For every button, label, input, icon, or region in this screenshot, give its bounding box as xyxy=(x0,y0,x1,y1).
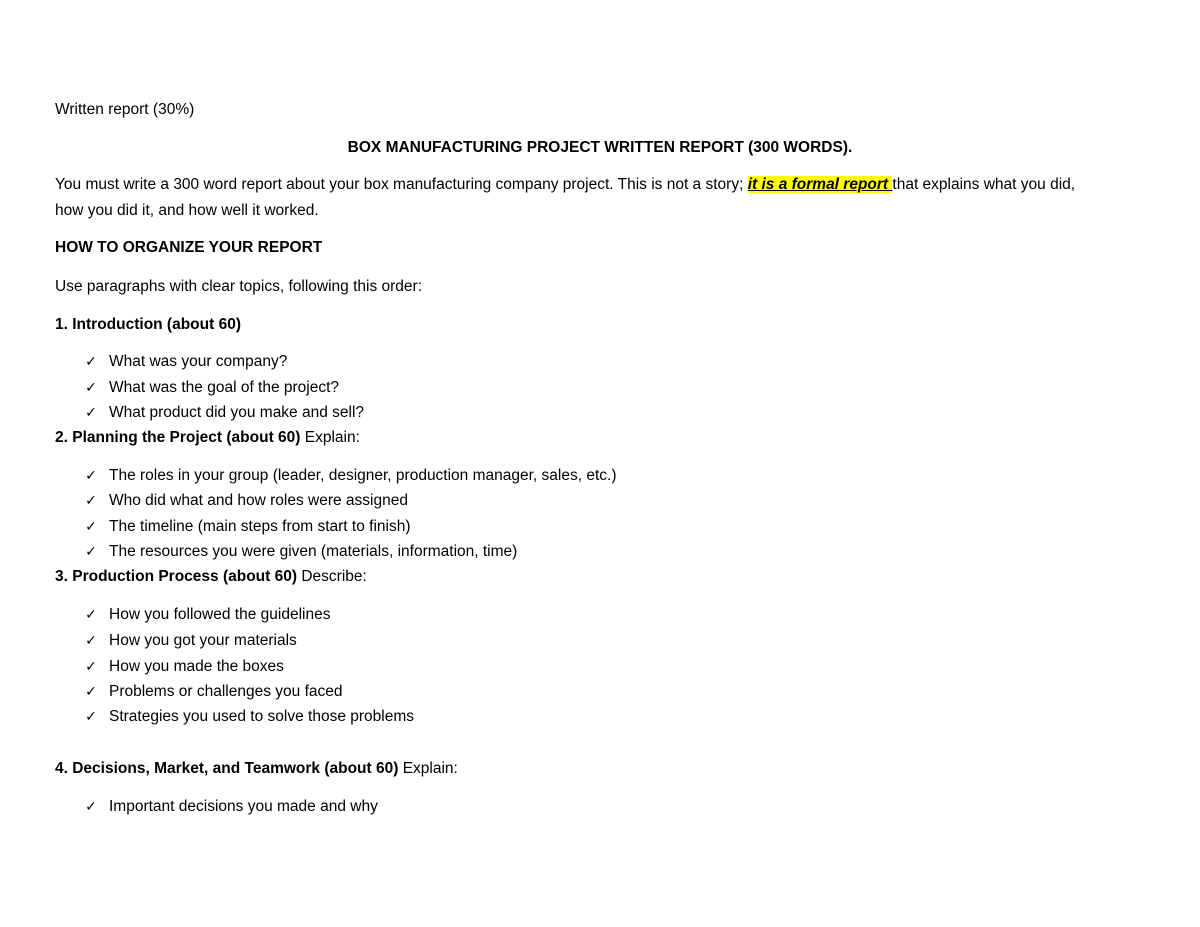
section-suffix: Explain: xyxy=(300,429,360,446)
list-item xyxy=(55,657,1055,677)
list-item-text: The timeline (main steps from start to finish) xyxy=(109,518,411,535)
intro-text-after: that explains what you did, xyxy=(892,176,1076,193)
organize-heading: HOW TO ORGANIZE YOUR REPORT xyxy=(55,239,323,256)
intro-paragraph-line-2: how you did it, and how well it worked. xyxy=(55,202,319,219)
list-item-text: What was the goal of the project? xyxy=(109,379,340,396)
section-title: 3. Production Process (about 60) xyxy=(55,568,298,585)
intro-text-before: You must write a 300 word report about your box manufacturing company project. This is not a story; xyxy=(55,176,748,193)
list-item-text: Strategies you used to solve those problems xyxy=(109,708,415,725)
checkmark-icon: ✓ xyxy=(85,544,97,560)
checkmark-icon: ✓ xyxy=(85,709,97,725)
list-item-text: The roles in your group (leader, designer, production manager, sales, etc.) xyxy=(109,467,617,484)
section-suffix: Explain: xyxy=(398,760,458,777)
list-item xyxy=(55,352,1055,372)
checkmark-icon: ✓ xyxy=(85,684,97,700)
section-heading xyxy=(55,428,360,448)
checkmark-icon: ✓ xyxy=(85,799,97,815)
checkmark-icon: ✓ xyxy=(85,633,97,649)
checkmark-icon: ✓ xyxy=(85,354,97,370)
checkmark-icon: ✓ xyxy=(85,405,97,421)
section-heading xyxy=(55,567,367,587)
checkmark-icon: ✓ xyxy=(85,519,97,535)
list-item-text: Problems or challenges you faced xyxy=(109,683,343,700)
checkmark-icon: ✓ xyxy=(85,659,97,675)
list-item xyxy=(55,682,1055,702)
list-item-text: The resources you were given (materials, information, time) xyxy=(109,543,518,560)
list-item-text: How you made the boxes xyxy=(109,658,284,675)
section-title: 4. Decisions, Market, and Teamwork (about 60) xyxy=(55,760,399,777)
list-item xyxy=(55,517,1055,537)
section-heading xyxy=(55,759,458,779)
document-page xyxy=(55,0,1155,927)
list-item-text: How you got your materials xyxy=(109,632,297,649)
report-weight-label: Written report (30%) xyxy=(55,101,195,118)
list-item xyxy=(55,542,1055,562)
formal-report-highlight: it is a formal report xyxy=(747,176,893,193)
list-item xyxy=(55,378,1055,398)
checkmark-icon: ✓ xyxy=(85,493,97,509)
list-item-text: Who did what and how roles were assigned xyxy=(109,492,408,509)
list-item-text: What product did you make and sell? xyxy=(109,404,365,421)
list-item xyxy=(55,491,1055,511)
list-item xyxy=(55,631,1055,651)
section-title: 2. Planning the Project (about 60) xyxy=(55,429,301,446)
organize-instruction: Use paragraphs with clear topics, following this order: xyxy=(55,278,423,295)
document-title: BOX MANUFACTURING PROJECT WRITTEN REPORT (300 WORDS). xyxy=(347,139,853,156)
list-item xyxy=(55,403,1055,423)
intro-paragraph-line-1 xyxy=(55,175,1075,195)
list-item-text: Important decisions you made and why xyxy=(109,798,378,815)
section-heading xyxy=(55,315,241,335)
list-item xyxy=(55,466,1055,486)
list-item-text: What was your company? xyxy=(109,353,288,370)
list-item-text: How you followed the guidelines xyxy=(109,606,331,623)
checkmark-icon: ✓ xyxy=(85,468,97,484)
section-suffix: Describe: xyxy=(297,568,367,585)
checkmark-icon: ✓ xyxy=(85,380,97,396)
list-item xyxy=(55,605,1055,625)
list-item xyxy=(55,797,1055,817)
checkmark-icon: ✓ xyxy=(85,607,97,623)
list-item xyxy=(55,707,1055,727)
section-title: 1. Introduction (about 60) xyxy=(55,316,241,333)
